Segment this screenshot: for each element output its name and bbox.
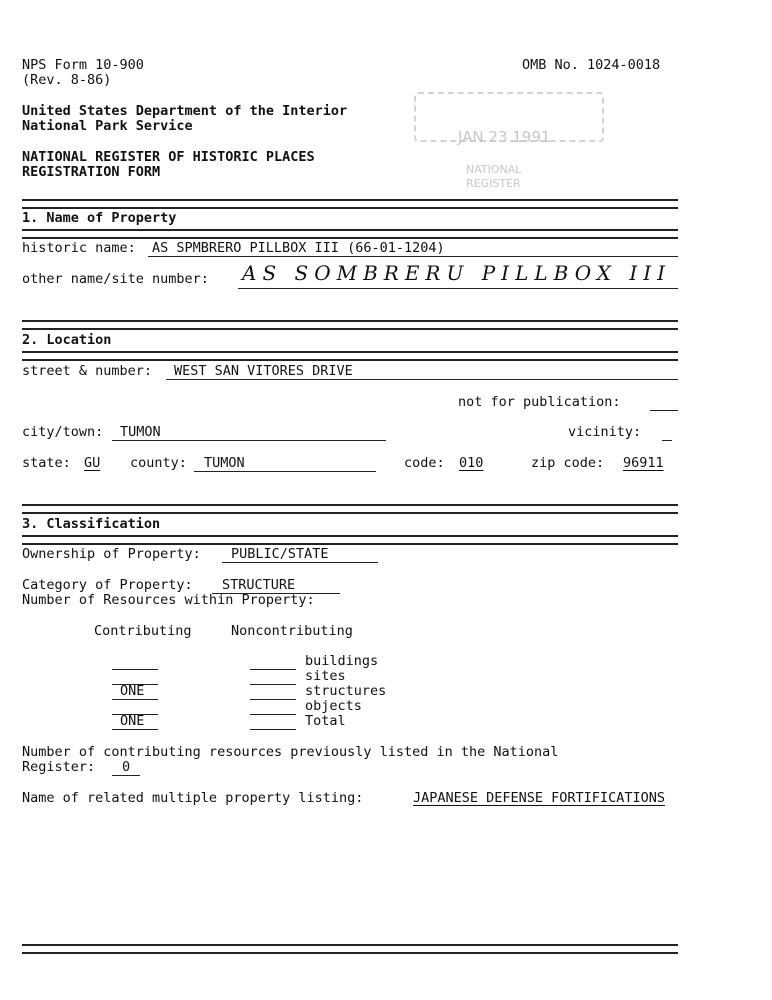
stamp-date: JAN 23 1991 (458, 128, 551, 146)
section-divider (22, 320, 678, 330)
city-value: TUMON (120, 424, 161, 440)
state-value: GU (84, 455, 101, 471)
county-label: county: (130, 455, 187, 471)
ownership-line (222, 562, 378, 563)
category-value: STRUCTURE (222, 577, 296, 593)
contributing-blank (112, 669, 158, 670)
contributing-header: Contributing (94, 623, 192, 639)
code-value: 010 (459, 455, 484, 471)
historic-name-value: AS SPMBRERO PILLBOX III (66-01-1204) (152, 240, 445, 256)
previously-listed-line (112, 775, 140, 776)
department-name: United States Department of the Interior (22, 103, 348, 119)
stamp-line1: NATIONAL (466, 163, 522, 176)
other-name-handwritten: AS SOMBRERU PILLBOX III (242, 261, 672, 285)
form-title-line2: REGISTRATION FORM (22, 164, 161, 180)
previously-listed-value: 0 (122, 759, 131, 775)
section-divider (22, 351, 678, 361)
previously-listed-label: Number of contributing resources previously listed in the National (22, 744, 559, 760)
city-label: city/town: (22, 424, 104, 440)
resource-type-label: buildings (305, 653, 379, 669)
vicinity-label: vicinity: (568, 424, 642, 440)
contributing-count: ONE (120, 713, 145, 729)
other-name-line (238, 288, 678, 289)
resource-type-label: sites (305, 668, 346, 684)
section-divider (22, 229, 678, 239)
previously-listed-label-cont: Register: (22, 759, 96, 775)
noncontributing-blank (250, 669, 296, 670)
noncontributing-blank (250, 729, 296, 730)
code-label: code: (404, 455, 445, 471)
contributing-count: ONE (120, 683, 145, 699)
street-value: WEST SAN VITORES DRIVE (174, 363, 353, 379)
other-name-label: other name/site number: (22, 271, 209, 287)
contributing-blank (112, 699, 158, 700)
form-title-line1: NATIONAL REGISTER OF HISTORIC PLACES (22, 149, 315, 165)
section2-heading: 2. Location (22, 332, 112, 348)
historic-name-label: historic name: (22, 240, 136, 256)
zip-value: 96911 (623, 455, 664, 471)
street-line (166, 379, 678, 380)
street-label: street & number: (22, 363, 153, 379)
vicinity-blank (662, 440, 672, 441)
ownership-label: Ownership of Property: (22, 546, 201, 562)
resource-type-label: structures (305, 683, 387, 699)
section-divider (22, 535, 678, 545)
historic-name-line (148, 256, 678, 257)
city-line (112, 440, 386, 441)
stamp-line2: REGISTER (466, 177, 521, 190)
multiple-listing-value: JAPANESE DEFENSE FORTIFICATIONS (413, 790, 665, 806)
section-divider (22, 944, 678, 954)
not-for-publication-blank (650, 410, 678, 411)
noncontributing-blank (250, 684, 296, 685)
noncontributing-blank (250, 699, 296, 700)
form-revision: (Rev. 8-86) (22, 72, 112, 88)
service-name: National Park Service (22, 118, 193, 134)
section3-heading: 3. Classification (22, 516, 161, 532)
contributing-blank (112, 729, 158, 730)
noncontributing-header: Noncontributing (231, 623, 353, 639)
section1-heading: 1. Name of Property (22, 210, 177, 226)
form-number: NPS Form 10-900 (22, 57, 144, 73)
state-label: state: (22, 455, 71, 471)
noncontributing-blank (250, 714, 296, 715)
county-line (194, 471, 376, 472)
resource-type-label: objects (305, 698, 362, 714)
category-label: Category of Property: (22, 577, 193, 593)
ownership-value: PUBLIC/STATE (231, 546, 329, 562)
resources-label: Number of Resources within Property: (22, 592, 315, 608)
section-divider (22, 199, 678, 209)
resource-type-label: Total (305, 713, 346, 729)
not-for-publication-label: not for publication: (458, 394, 621, 410)
omb-number: OMB No. 1024-0018 (522, 57, 661, 73)
county-value: TUMON (204, 455, 245, 471)
section-divider (22, 504, 678, 514)
multiple-listing-label: Name of related multiple property listing: (22, 790, 364, 806)
zip-label: zip code: (531, 455, 605, 471)
